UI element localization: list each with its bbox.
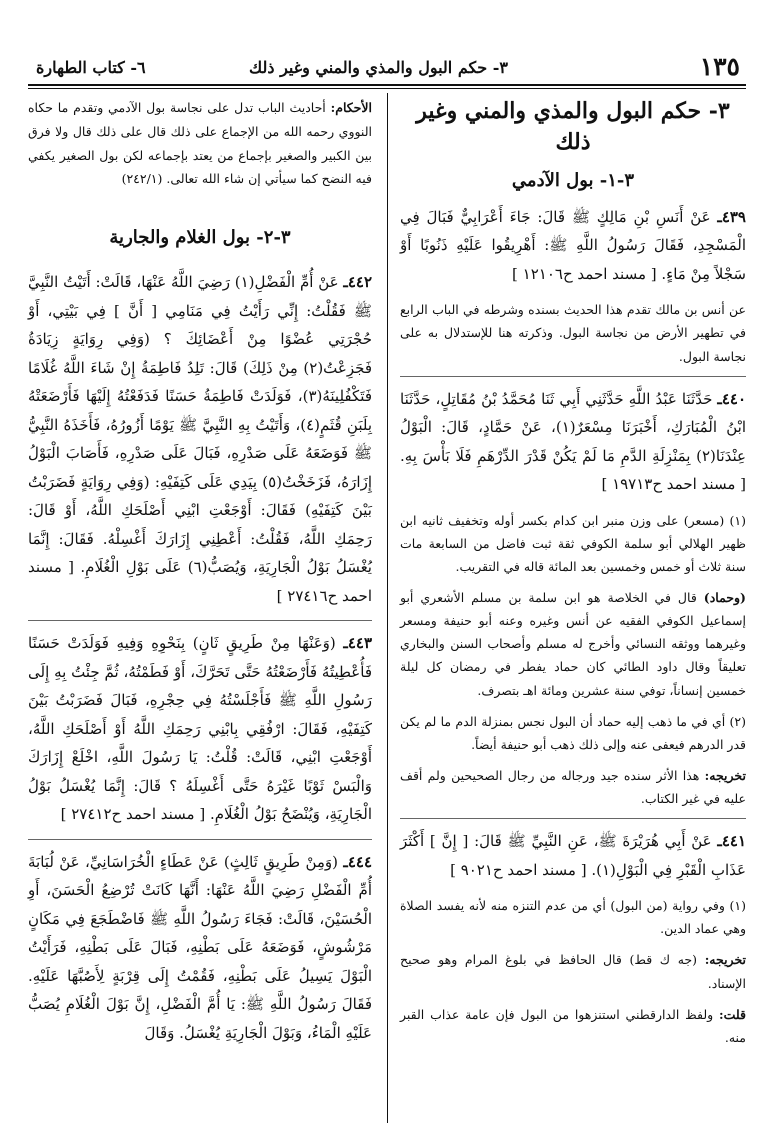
book-running-title: ٦- كتاب الطهارة bbox=[36, 58, 146, 77]
takhrij bbox=[400, 948, 746, 994]
footnote bbox=[400, 894, 746, 940]
takhrij-text: (جه ك قط) قال الحافظ في بلوغ المرام وهو صحيح الإسناد. bbox=[400, 952, 746, 991]
header-rule bbox=[28, 84, 746, 86]
hadith-text: عَنْ أُمِّ الْفَضْلِ(١) رَضِيَ اللَّهُ عَنْهَا، قَالَتْ: أَتَيْتُ النَّبِيَّ ﷺ فَقُلْتُ: إِنِّي رَأَيْتُ فِي مَنَامِي [ أَنَّ ] فِي بَيْتِي، أَوْ حُجْرَتِي عُضْوًا مِنْ أَعْضَائِكَ ؟ (وَفِي رِوَايَةٍ زِيَادَةُ فَجَزِعْتُ(٢) مِنْ ذَلِكَ) قَالَ: تَلِدُ فَاطِمَةُ إِنْ شَاءَ اللَّهُ غُلَامًا فَتَكْفُلِينَهُ(٣)، فَوَلَدَتْ فَاطِمَةُ حَسَنًا فَدَفَعْتُهُ إِلَيْهَا فَأَرْضَعَتْهُ بِلَبَنِ قُثَمٍ(٤)، وَأَتَيْتُ بِهِ النَّبِيَّ ﷺ يَوْمًا أَزُورُهُ، فَأَخَذَهُ النَّبِيُّ ﷺ فَوَضَعَهُ عَلَى صَدْرِهِ، فَبَالَ عَلَى صَدْرِهِ، فَأَصَابَ الْبَوْلُ إِزَارَهُ، فَزَخَخْتُ(٥) بِيَدِي عَلَى كَتِفَيْهِ: (وَفِي رِوَايَةٍ فَضَرَبْتُ بَيْنَ كَتِفَيْهِ) فَقَالَ: أَوْجَعْتِ ابْنِي أَصْلَحَكِ اللَّهُ، أَوْ قَالَ: رَحِمَكِ اللَّهُ، فَقُلْتُ: أَعْطِنِي إِزَارَكَ أَغْسِلْهُ. فَقَالَ: إِنَّمَا يُغْسَلُ بَوْلُ الْجَارِيَةِ، وَيُصَبُّ(٦) عَلَى بَوْلِ الْغُلَامِ. [ مسند احمد ح٢٧٤١٦ ] bbox=[28, 273, 372, 605]
hadith-number: ٤٤٤ـ bbox=[343, 852, 372, 871]
remark-label: قلت: bbox=[718, 1006, 746, 1022]
footnote-text: (٢) أي في ما ذهب إليه حماد أن البول نجس بمنزلة الدم ما لم يكن قدر الدرهم فيعفى عنه وإلى ذلك ذهب أبو حنيفة أيضاً. bbox=[400, 713, 746, 752]
section-title: ٣-١- بول الآدمي bbox=[511, 169, 635, 191]
takhrij-label: تخريجه: bbox=[704, 952, 746, 968]
footnote-text: قال في الخلاصة هو ابن سلمة بن مسلم الأشعري أبو إسماعيل الكوفي الفقيه عن أنس وغيره وعنه أبو حنيفة ومسعر وغيرهما ووثقه النسائي وأخرج له مسلم وأصحاب السنن والبخاري تعليقاً وقال داود الطائي كان حماد يفطر في رمضان كل ليلة خمسين إنساناً، توفي سنة عشرين ومائة اهـ بتصرف. bbox=[400, 590, 746, 698]
hadith-number: ٤٤٠ـ bbox=[717, 389, 746, 408]
footnote-text: (١) (مسعر) على وزن منبر ابن كدام بكسر أوله وتخفيف ثانيه ابن ظهير الهلالي أبو سلمة الكوفي ثقة ثبت فاضل من السابعة مات سنة ثلاث أو خمس وخمسين بعد المائة قاله في التقريب. bbox=[400, 512, 746, 574]
ahkam-paragraph bbox=[28, 96, 372, 191]
hadith-text: (وَعَنْهَا مِنْ طَرِيقٍ ثَانٍ) بِنَحْوِهِ وَفِيهِ فَوَلَدَتْ حَسَنًا فَأُعْطِيتُهُ فَأَرْضَعْتُهُ حَتَّى تَحَرَّكَ، أَوْ فَطَمْتُهُ، ثُمَّ جِئْتُ بِهِ إِلَى رَسُولِ اللَّهِ ﷺ فَأَجْلَسْتُهُ فِي حِجْرِهِ، فَبَالَ فَضَرَبْتُ بَيْنَ كَتِفَيْهِ، فَقَالَ: ارْفُقِي بِابْنِي رَحِمَكِ اللَّهُ أَوْ أَصْلَحَكِ اللَّهُ، أَوْجَعْتِ ابْنِي، قَالَتْ: قُلْتُ: يَا رَسُولَ اللَّهِ، اخْلَعْ إِزَارَكَ وَالْبَسْ ثَوْبًا غَيْرَهُ حَتَّى أَغْسِلَهُ ؟ قَالَ: إِنَّمَا يُغْسَلُ بَوْلُ الْجَارِيَةِ، وَيُنْضَحُ بَوْلُ الْغُلَامِ. [ مسند احمد ح٢٧٤١٢ ] bbox=[28, 634, 372, 824]
hadith-number: ٤٣٩ـ bbox=[717, 207, 746, 226]
header-rule-thin bbox=[28, 88, 746, 89]
hadith-442 bbox=[28, 268, 372, 610]
hadith-441 bbox=[400, 827, 746, 884]
hadith-number: ٤٤٣ـ bbox=[343, 634, 372, 653]
separator bbox=[400, 818, 746, 819]
hadith-text: عَنْ أَنَسِ بْنِ مَالِكٍ ﷺ قَالَ: جَاءَ أَعْرَابِيٌّ فَبَالَ فِي الْمَسْجِدِ، فَقَالَ رَسُولُ اللَّهِ ﷺ: أَهْرِيقُوا عَلَيْهِ ذَنُوبًا أَوْ سَجْلاً مِنْ مَاءٍ. [ مسند احمد ح١٢١٠٦ ] bbox=[400, 207, 746, 283]
remark-text: ولفظ الدارقطني استنزهوا من البول فإن عامة عذاب القبر منه. bbox=[400, 1006, 746, 1045]
remark bbox=[400, 1003, 746, 1049]
footnote bbox=[400, 710, 746, 756]
footnote-text: (١) وفي رواية (من البول) أي من عدم التنزه منه لأنه يفسد الصلاة وهي عماد الدين. bbox=[400, 898, 746, 937]
takhrij-text: هذا الأثر سنده جيد ورجاله من رجال الصحيحين ولم أقف عليه في غير الكتاب. bbox=[400, 767, 746, 807]
page-number: ١٣٥ bbox=[699, 52, 740, 81]
hadith-443 bbox=[28, 629, 372, 829]
commentary-text: عن أنس بن مالك تقدم هذا الحديث بسنده وشرطه في الباب الرابع في تطهير الأرض من نجاسة البول. وذكرته هنا للإستدلال به على نجاسة البول. bbox=[400, 302, 746, 364]
left-column bbox=[28, 96, 372, 1057]
hadith-440 bbox=[400, 385, 746, 499]
takhrij bbox=[400, 764, 746, 810]
hadith-text: حَدَّثَنَا عَبْدُ اللَّهِ حَدَّثَنِي أَبِي ثَنَا مُحَمَّدُ بْنُ مُقَاتِلٍ، حَدَّثَنَا ابْنُ الْمُبَارَكِ، أَخْبَرَنَا مِسْعَرٌ(١)، عَنْ حَمَّادٍ، قَالَ: الْبَوْلُ عِنْدَنَا(٢) بِمَنْزِلَةِ الدَّمِ مَا لَمْ يَكُنْ قَدْرَ الدِّرْهَمِ فَلَا بَأْسَ بِهِ. [ مسند احمد ح١٩٧١٣ ] bbox=[400, 389, 746, 494]
running-header bbox=[28, 52, 746, 84]
hadith-439 bbox=[400, 203, 746, 289]
footnote-label: (وحماد) bbox=[703, 590, 746, 606]
hadith-number: ٤٤٢ـ bbox=[343, 273, 372, 292]
section-title: ٣-٢- بول الغلام والجارية bbox=[109, 227, 291, 248]
separator bbox=[28, 839, 372, 840]
column-divider bbox=[387, 93, 388, 1123]
hadith-text: عَنْ أَبِي هُرَيْرَةَ ﷺ، عَنِ النَّبِيِّ ﷺ قَالَ: [ إِنَّ ] أَكْثَرَ عَذَابِ الْقَبْرِ فِي الْبَوْلِ(١). [ مسند احمد ح٩٠٢١ ] bbox=[400, 832, 746, 879]
separator bbox=[400, 376, 746, 377]
hadith-number: ٤٤١ـ bbox=[717, 832, 746, 851]
commentary bbox=[400, 298, 746, 367]
chapter-running-title: ٣- حكم البول والمذي والمني وغير ذلك bbox=[249, 58, 508, 77]
chapter-title: ٣- حكم البول والمذي والمني وغير ذلك bbox=[416, 98, 730, 155]
footnote bbox=[400, 509, 746, 578]
ahkam-text: أحاديث الباب تدل على نجاسة بول الآدمي وتقدم ما حكاه النووي رحمه الله من الإجماع على ذلك قال على ذلك قال ولا فرق بين الكبير والصغير بإجماع من يعتد بإجماعه لكن بول الصغير يكفي فيه النضح كما سيأتي إن شاء الله تعالى. (٢٤٢/١) bbox=[28, 100, 372, 187]
takhrij-label: تخريجه: bbox=[704, 767, 746, 783]
hadith-text: (وَمِنْ طَرِيقٍ ثَالِثٍ) عَنْ عَطَاءٍ الْخُرَاسَانِيِّ، عَنْ لُبَابَةَ أُمِّ الْفَضْلِ رَضِيَ اللَّهُ عَنْهَا: أَنَّهَا كَانَتْ تُرْضِعُ الْحَسَنَ، أَوِ الْحُسَيْنَ، قَالَتْ: فَجَاءَ رَسُولُ اللَّهِ ﷺ فَاضْطَجَعَ فِي مَكَانٍ مَرْشُوشٍ، فَوَضَعَهُ عَلَى بَطْنِهِ، فَبَالَ عَلَى بَطْنِهِ، فَرَأَيْتُ الْبَوْلَ يَسِيلُ عَلَى بَطْنِهِ، فَقُمْتُ إِلَى قِرْبَةٍ لِأَصُبَّهَا عَلَيْهِ. فَقَالَ رَسُولُ اللَّهِ ﷺ: يَا أُمَّ الْفَضْلِ، إِنَّ بَوْلَ الْغُلَامِ يُصَبُّ عَلَيْهِ الْمَاءُ، وَبَوْلَ الْجَارِيَةِ يُغْسَلُ. وَقَالَ bbox=[28, 852, 372, 1042]
footnote bbox=[400, 586, 746, 702]
right-column bbox=[400, 96, 746, 1057]
hadith-444 bbox=[28, 848, 372, 1048]
ahkam-label: الأحكام: bbox=[330, 100, 372, 115]
separator bbox=[28, 620, 372, 621]
